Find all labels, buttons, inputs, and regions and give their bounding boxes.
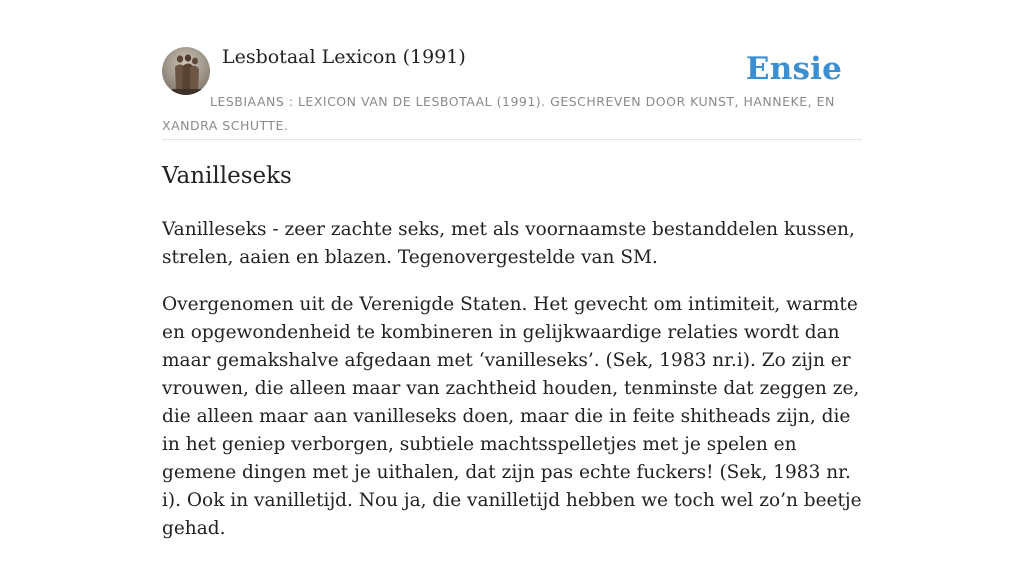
- definition-paragraph: Vanilleseks - zeer zachte seks, met als voornaamste bestanddelen kussen, strelen, aaien en blazen. Tegenovergestelde van SM.: [162, 219, 855, 268]
- header-divider: [162, 139, 862, 140]
- source-avatar[interactable]: [162, 47, 210, 95]
- source-description: LESBIAANS : LEXICON VAN DE LESBOTAAL (1991). GESCHREVEN DOOR KUNST, HANNEKE, EN XANDRA SCHUTTE.: [162, 94, 835, 133]
- definition-paragraph: Overgenomen uit de Verenigde Staten. Het gevecht om intimiteit, warmte en opgewondenheid te kombineren in gelijkwaardige relaties wordt dan maar gemakshalve afgedaan met ‘vanilleseks’. (Sek, 1983 nr.i). Zo zijn er vrouwen, die alleen maar van zachtheid houden, tenminste dat zeggen ze, die alleen maar aan vanilleseks doen, maar die in feite shitheads zijn, die in het geniep verborgen, subtiele machtsspelletjes met je spelen en gemene dingen met je uithalen, dat zijn pas echte fuckers! (Sek, 1983 nr. i). Ook in vanilletijd. Nou ja, die vanilletijd hebben we toch wel zo’n beetje gehad.: [162, 294, 862, 539]
- statue-avatar-icon: [162, 47, 210, 95]
- source-title[interactable]: Lesbotaal Lexicon (1991): [222, 46, 466, 68]
- entry-title: Vanilleseks: [162, 163, 292, 189]
- brand-logo[interactable]: Ensie: [745, 51, 842, 87]
- entry-definition: [162, 216, 866, 562]
